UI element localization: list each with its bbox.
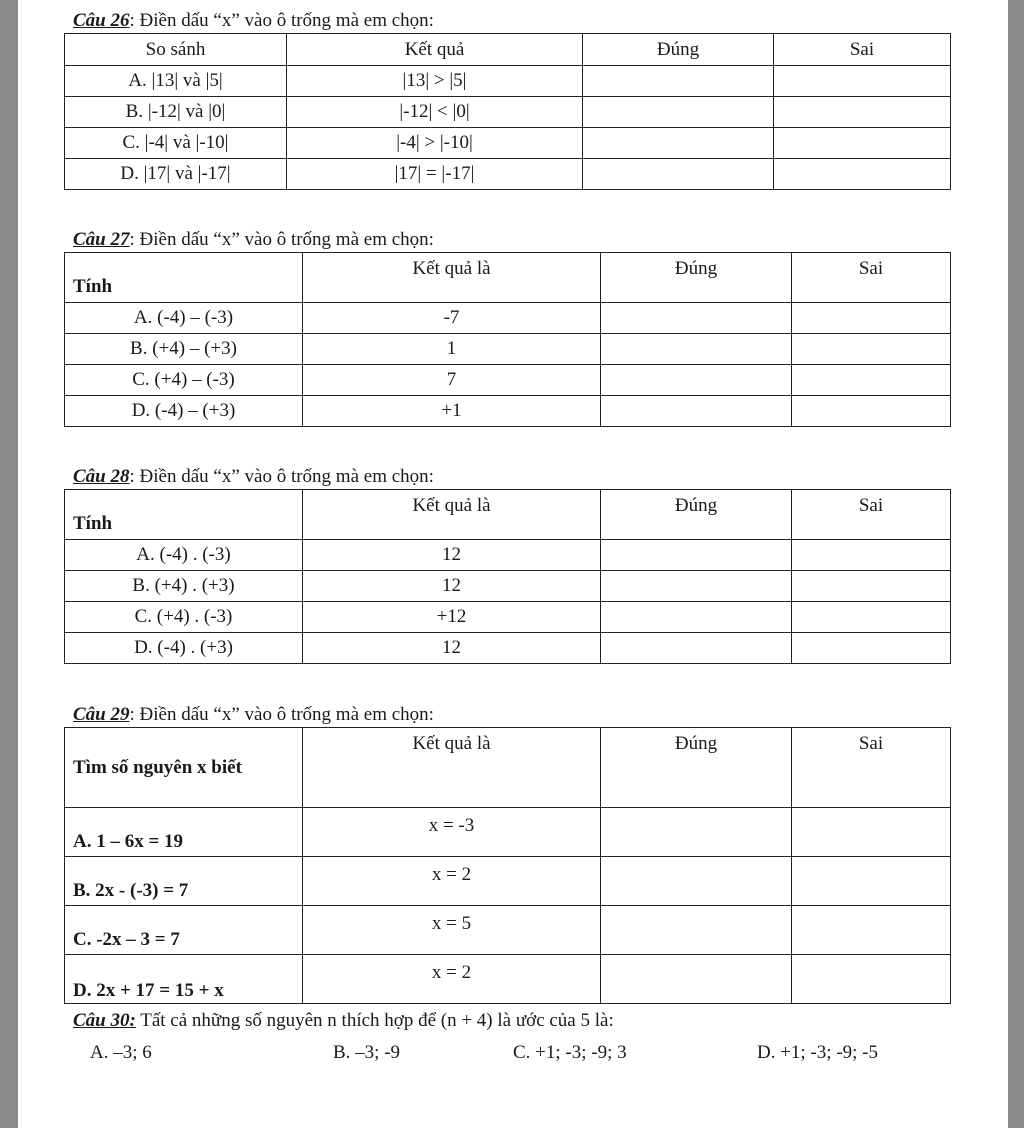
header-cell: Kết quả là (303, 253, 601, 303)
question-cell: B. 2x - (-3) = 7 (65, 857, 303, 906)
dung-answer-cell[interactable] (601, 540, 792, 571)
question-cell: D. (-4) – (+3) (65, 396, 303, 427)
question-cell: A. |13| và |5| (65, 66, 287, 97)
dung-answer-cell[interactable] (583, 159, 774, 190)
dung-answer-cell[interactable] (601, 857, 792, 906)
sai-answer-cell[interactable] (792, 857, 951, 906)
table-row (65, 633, 951, 664)
question-cell: C. (+4) . (-3) (65, 602, 303, 633)
result-cell: 1 (303, 334, 601, 365)
sai-answer-cell[interactable] (792, 571, 951, 602)
dung-answer-cell[interactable] (601, 633, 792, 664)
header-cell: Tính (65, 490, 303, 540)
table-header-row (65, 253, 951, 303)
q27-table (64, 252, 951, 427)
table-row (65, 602, 951, 633)
result-cell: x = 2 (303, 857, 601, 906)
result-cell: x = -3 (303, 808, 601, 857)
q29-label: Câu 29 (73, 704, 130, 725)
question-cell: D. 2x + 17 = 15 + x (65, 955, 303, 1004)
q30-option-b[interactable]: B. –3; -9 (333, 1042, 401, 1063)
question-cell: A. (-4) . (-3) (65, 540, 303, 571)
result-cell: |17| = |-17| (287, 159, 583, 190)
q29-table (64, 727, 951, 1004)
result-cell: |-4| > |-10| (287, 128, 583, 159)
question-cell: C. |-4| và |-10| (65, 128, 287, 159)
q27-title (73, 229, 434, 251)
q29-instruction: : Điền dấu “x” vào ô trống mà em chọn: (129, 704, 434, 725)
dung-answer-cell[interactable] (601, 303, 792, 334)
dung-answer-cell[interactable] (583, 128, 774, 159)
sai-answer-cell[interactable] (792, 633, 951, 664)
result-cell: |13| > |5| (287, 66, 583, 97)
dung-answer-cell[interactable] (583, 97, 774, 128)
dung-answer-cell[interactable] (601, 571, 792, 602)
question-cell: B. (+4) – (+3) (65, 334, 303, 365)
q26-table (64, 33, 951, 190)
result-cell: 12 (303, 571, 601, 602)
sai-answer-cell[interactable] (792, 396, 951, 427)
header-cell: Kết quả (287, 34, 583, 66)
table-row (65, 396, 951, 427)
sai-answer-cell[interactable] (774, 128, 951, 159)
header-cell: Đúng (583, 34, 774, 66)
table-row (65, 857, 951, 906)
dung-answer-cell[interactable] (601, 396, 792, 427)
sai-answer-cell[interactable] (792, 334, 951, 365)
table-row (65, 808, 951, 857)
question-cell: B. (+4) . (+3) (65, 571, 303, 602)
sai-answer-cell[interactable] (792, 808, 951, 857)
dung-answer-cell[interactable] (601, 808, 792, 857)
table-row (65, 365, 951, 396)
result-cell: 12 (303, 540, 601, 571)
question-cell: C. -2x – 3 = 7 (65, 906, 303, 955)
result-cell: x = 5 (303, 906, 601, 955)
q28-table (64, 489, 951, 664)
question-cell: B. |-12| và |0| (65, 97, 287, 128)
q26-title (73, 10, 434, 32)
result-cell: x = 2 (303, 955, 601, 1004)
table-row (65, 303, 951, 334)
header-cell: Tìm số nguyên x biết (65, 728, 303, 808)
table-header-row (65, 728, 951, 808)
sai-answer-cell[interactable] (792, 365, 951, 396)
question-cell: D. |17| và |-17| (65, 159, 287, 190)
question-cell: D. (-4) . (+3) (65, 633, 303, 664)
q30-text: Tất cả những số nguyên n thích hợp để (n + 4) là ước của 5 là: (135, 1010, 614, 1031)
q26-label: Câu 26 (73, 10, 130, 31)
sai-answer-cell[interactable] (774, 66, 951, 97)
dung-answer-cell[interactable] (601, 602, 792, 633)
result-cell: +12 (303, 602, 601, 633)
table-row (65, 66, 951, 97)
question-cell: A. (-4) – (-3) (65, 303, 303, 334)
q30-label: Câu 30: (73, 1010, 136, 1031)
header-cell: Kết quả là (303, 728, 601, 808)
header-cell: Sai (774, 34, 951, 66)
header-cell: Kết quả là (303, 490, 601, 540)
table-row (65, 540, 951, 571)
header-cell: Sai (792, 728, 951, 808)
q28-instruction: : Điền dấu “x” vào ô trống mà em chọn: (129, 466, 434, 487)
sai-answer-cell[interactable] (792, 303, 951, 334)
dung-answer-cell[interactable] (601, 906, 792, 955)
sai-answer-cell[interactable] (792, 955, 951, 1004)
sai-answer-cell[interactable] (792, 906, 951, 955)
result-cell: |-12| < |0| (287, 97, 583, 128)
table-row (65, 334, 951, 365)
result-cell: 12 (303, 633, 601, 664)
q26-instruction: : Điền dấu “x” vào ô trống mà em chọn: (129, 10, 434, 31)
sai-answer-cell[interactable] (774, 97, 951, 128)
result-cell: -7 (303, 303, 601, 334)
q27-instruction: : Điền dấu “x” vào ô trống mà em chọn: (129, 229, 434, 250)
header-cell: Sai (792, 490, 951, 540)
dung-answer-cell[interactable] (583, 66, 774, 97)
header-cell: Đúng (601, 728, 792, 808)
q30-option-d[interactable]: D. +1; -3; -9; -5 (757, 1042, 879, 1063)
q27-label: Câu 27 (73, 229, 130, 250)
header-cell: Sai (792, 253, 951, 303)
result-cell: +1 (303, 396, 601, 427)
question-cell: C. (+4) – (-3) (65, 365, 303, 396)
header-cell: Tính (65, 253, 303, 303)
result-cell: 7 (303, 365, 601, 396)
table-row (65, 906, 951, 955)
q28-label: Câu 28 (73, 466, 130, 487)
table-row (65, 128, 951, 159)
dung-answer-cell[interactable] (601, 334, 792, 365)
header-cell: Đúng (601, 490, 792, 540)
q30-question (73, 1010, 614, 1032)
table-row (65, 97, 951, 128)
header-cell: Đúng (601, 253, 792, 303)
q28-title (73, 466, 434, 488)
q29-title (73, 704, 434, 726)
q30-option-a[interactable]: A. –3; 6 (90, 1042, 152, 1063)
sai-answer-cell[interactable] (792, 602, 951, 633)
table-row (65, 955, 951, 1004)
dung-answer-cell[interactable] (601, 955, 792, 1004)
sai-answer-cell[interactable] (774, 159, 951, 190)
table-header-row (65, 34, 951, 66)
dung-answer-cell[interactable] (601, 365, 792, 396)
table-row (65, 571, 951, 602)
table-row (65, 159, 951, 190)
header-cell: So sánh (65, 34, 287, 66)
q30-option-c[interactable]: C. +1; -3; -9; 3 (513, 1042, 627, 1063)
table-header-row (65, 490, 951, 540)
question-cell: A. 1 – 6x = 19 (65, 808, 303, 857)
sai-answer-cell[interactable] (792, 540, 951, 571)
